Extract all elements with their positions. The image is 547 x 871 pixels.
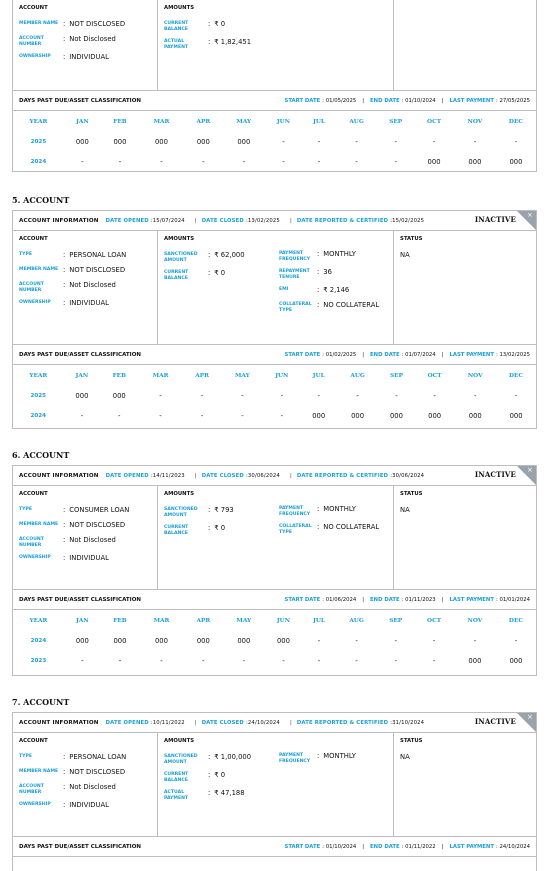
dpd-cell: -	[241, 412, 244, 420]
month-header-aug: AUG	[349, 617, 364, 624]
month-header-apr: APR	[196, 118, 211, 125]
date-reported: 30/06/2024	[392, 472, 425, 479]
status-badge: INACTIVE	[474, 470, 516, 479]
dpd-cell: -	[200, 392, 204, 400]
dpd-cell: 000	[468, 158, 482, 166]
dpd-cell: -	[81, 657, 84, 665]
current-balance-value: ₹ 0	[214, 524, 226, 532]
month-header-may: MAY	[236, 617, 252, 624]
account-6-card	[12, 465, 537, 676]
month-header-sep: SEP	[389, 118, 403, 125]
month-header-jan: JAN	[76, 118, 89, 125]
close-icon[interactable]: ×	[526, 713, 533, 721]
dpd-cell: 000	[351, 412, 365, 420]
amounts-column: AMOUNTS SANCTIONED AMOUNT : ₹ 793 CURRENT BALANCE : ₹ 0 PAYMENT FREQUENCY : MONTHLY COLLATERAL TYPE : NO COLLATERAL	[158, 486, 394, 589]
table-row	[13, 386, 536, 406]
month-header-sep: SEP	[389, 617, 403, 624]
account-column: ACCOUNT MEMBER NAME : NOT DISCLOSED ACCOUNT NUMBER : Not Disclosed OWNERSHIP : INDIVIDUAL	[13, 0, 158, 90]
dpd-cell: -	[282, 657, 285, 665]
dpd-cell: -	[473, 138, 477, 146]
dpd-cell: -	[280, 392, 284, 400]
month-header-dec: DEC	[508, 118, 523, 125]
repayment-tenure-value: 36	[323, 268, 332, 276]
dpd-cell: 000	[196, 138, 210, 146]
dpd-header: DAYS PAST DUE/ASSET CLASSIFICATION START DATE : 01/06/2024 | END DATE : 01/11/2023 | LAST PAYMENT : 01/01/2024	[13, 590, 536, 610]
year-column-header: YEAR	[29, 617, 48, 624]
month-header-oct: OCT	[427, 118, 442, 125]
dpd-cell: 000	[154, 138, 168, 146]
dpd-cell: -	[355, 138, 358, 146]
dpd-cell: -	[317, 138, 321, 146]
dpd-cell: -	[474, 392, 477, 400]
month-header-jul: JUL	[313, 118, 325, 125]
amounts-column: AMOUNTS SANCTIONED AMOUNT : ₹ 1,00,000 CURRENT BALANCE : ₹ 0 ACTUAL PAYMENT : ₹ 47,188 PAYMENT FREQUENCY : MONTHLY	[158, 733, 394, 836]
start-date: 01/05/2025	[325, 97, 357, 104]
dpd-cell: -	[432, 637, 436, 645]
dpd-cell: 000	[237, 637, 251, 645]
dpd-cell: 000	[312, 412, 326, 420]
dpd-table	[13, 365, 536, 426]
dpd-header: DAYS PAST DUE/ASSET CLASSIFICATION START DATE : 01/05/2025 | END DATE : 01/10/2024 | LAST PAYMENT : 27/05/2025	[13, 91, 536, 111]
account-info-header: ACCOUNT INFORMATION DATE OPENED : 10/11/2022 | DATE CLOSED : 24/10/2024 | DATE REPORTED & CERTIFIED : 31/10/2024 INACTIVE ×	[13, 713, 536, 733]
dpd-table	[13, 610, 536, 671]
dpd-cell: -	[355, 657, 358, 665]
payment-frequency-value: MONTHLY	[323, 250, 356, 258]
sanctioned-amount-value: ₹ 1,00,000	[214, 753, 252, 761]
dpd-cell: 000	[112, 392, 126, 400]
dpd-cell: 000	[75, 637, 89, 645]
month-header-mar: MAR	[153, 617, 170, 624]
status-badge: INACTIVE	[474, 717, 516, 726]
dpd-cell: 000	[427, 158, 441, 166]
last-payment: 27/05/2025	[499, 97, 530, 104]
month-header-aug: AUG	[350, 372, 365, 379]
month-header-may: MAY	[236, 118, 252, 125]
dpd-cell: -	[80, 412, 84, 420]
start-date: 01/06/2024	[325, 596, 357, 603]
dpd-cell: -	[394, 138, 397, 146]
dpd-cell: -	[160, 158, 163, 166]
payment-frequency-value: MONTHLY	[323, 505, 356, 513]
close-icon[interactable]: ×	[526, 466, 533, 474]
month-header-jun: JUN	[275, 372, 289, 379]
status-value: NA	[400, 251, 410, 259]
account-number-value: Not Disclosed	[69, 536, 116, 544]
status-column	[394, 0, 536, 90]
month-header-dec: DEC	[509, 372, 524, 379]
month-header-mar: MAR	[153, 118, 170, 125]
dpd-cell: -	[355, 158, 358, 166]
end-date: 01/11/2023	[405, 596, 436, 603]
collateral-type-value: NO COLLATERAL	[323, 523, 380, 531]
sanctioned-amount-value: ₹ 793	[214, 506, 234, 514]
date-opened: 14/11/2023	[152, 472, 185, 479]
month-header-jul: JUL	[313, 617, 325, 624]
ownership-label: OWNERSHIP	[19, 54, 51, 59]
close-corner[interactable]	[517, 713, 536, 732]
dpd-cell: -	[118, 657, 122, 665]
start-date: 01/10/2024	[325, 843, 357, 850]
dpd-cell: 000	[389, 412, 403, 420]
status-value: NA	[400, 506, 410, 514]
dpd-cell: -	[81, 158, 84, 166]
current-balance-value: ₹ 0	[214, 269, 226, 277]
dpd-header-row	[13, 111, 536, 132]
dpd-cell: -	[394, 637, 397, 645]
account-5-heading: 5. ACCOUNT	[12, 195, 70, 205]
member-name-value: NOT DISCLOSED	[69, 20, 126, 28]
month-header-mar: MAR	[152, 372, 169, 379]
account-4-card	[12, 0, 537, 172]
last-payment: 24/10/2024	[499, 843, 530, 850]
dpd-cell: -	[394, 657, 397, 665]
end-date: 01/10/2024	[405, 97, 436, 104]
dpd-cell: -	[118, 412, 121, 420]
current-balance-label: CURRENT BALANCE	[164, 21, 189, 32]
dpd-header: DAYS PAST DUE/ASSET CLASSIFICATION START DATE : 01/10/2024 | END DATE : 01/11/2022 | LAST PAYMENT : 24/10/2024	[13, 837, 536, 857]
month-header-nov: NOV	[467, 617, 483, 624]
year-cell: 2025	[30, 393, 47, 399]
table-row	[13, 631, 536, 651]
dpd-cell: -	[118, 158, 122, 166]
account-7-card	[12, 712, 537, 871]
date-opened: 10/11/2022	[152, 719, 185, 726]
ownership-value: INDIVIDUAL	[69, 299, 109, 307]
dpd-cell: -	[317, 657, 321, 665]
dpd-header: DAYS PAST DUE/ASSET CLASSIFICATION START DATE : 01/02/2025 | END DATE : 01/07/2024 | LAST PAYMENT : 13/02/2025	[13, 345, 536, 365]
dpd-cell: -	[356, 392, 359, 400]
account-5-card	[12, 210, 537, 429]
year-column-header: YEAR	[29, 118, 48, 125]
dpd-title: DAYS PAST DUE/ASSET CLASSIFICATION	[19, 97, 141, 104]
date-closed: 24/10/2024	[247, 719, 280, 726]
dpd-cell: 000	[113, 138, 127, 146]
dpd-cell: -	[241, 392, 244, 400]
dpd-cell: -	[282, 138, 285, 146]
dpd-cell: 000	[113, 637, 127, 645]
member-name-value: NOT DISCLOSED	[69, 266, 126, 274]
amounts-title: AMOUNTS	[164, 5, 195, 11]
dpd-cell: -	[432, 138, 436, 146]
year-cell: 2024	[30, 159, 47, 165]
dpd-cell: -	[317, 637, 321, 645]
year-cell: 2024	[30, 638, 47, 644]
dpd-cell: 000	[75, 392, 89, 400]
dpd-cell: 000	[509, 158, 523, 166]
dpd-cell: 000	[509, 412, 523, 420]
ownership-value: INDIVIDUAL	[69, 554, 109, 562]
dpd-cell: -	[395, 392, 398, 400]
account-info-header: ACCOUNT INFORMATION DATE OPENED : 15/07/2024 | DATE CLOSED : 13/02/2025 | DATE REPORTED & CERTIFIED : 15/02/2025 INACTIVE ×	[13, 211, 536, 231]
month-header-oct: OCT	[427, 372, 442, 379]
type-value: CONSUMER LOAN	[69, 506, 130, 514]
dpd-cell: -	[159, 412, 162, 420]
type-value: PERSONAL LOAN	[69, 251, 127, 259]
actual-payment-value: ₹ 47,188	[214, 789, 245, 797]
close-icon[interactable]: ×	[526, 211, 533, 219]
ownership-value: INDIVIDUAL	[69, 53, 109, 61]
month-header-aug: AUG	[349, 118, 364, 125]
dpd-header-row	[13, 610, 536, 631]
dpd-cell: -	[242, 657, 246, 665]
end-date: 01/11/2022	[405, 843, 436, 850]
collateral-type-value: NO COLLATERAL	[323, 301, 380, 309]
dpd-cell: -	[394, 158, 397, 166]
sanctioned-amount-value: ₹ 62,000	[214, 251, 245, 259]
actual-payment-label: ACTUAL PAYMENT	[164, 39, 189, 50]
year-cell: 2023	[30, 658, 47, 664]
dpd-cell: -	[280, 412, 284, 420]
year-cell: 2024	[30, 413, 47, 419]
account-number-label: ACCOUNT NUMBER	[19, 36, 44, 47]
dpd-cell: -	[473, 637, 477, 645]
month-header-sep: SEP	[390, 372, 403, 379]
month-header-jun: JUN	[276, 118, 291, 125]
dpd-cell: 000	[509, 657, 523, 665]
year-column-header: YEAR	[29, 372, 48, 379]
member-name-value: NOT DISCLOSED	[69, 521, 126, 529]
month-header-jan: JAN	[75, 372, 89, 379]
date-opened: 15/07/2024	[152, 217, 185, 224]
dpd-cell: -	[160, 657, 163, 665]
dpd-cell: 000	[276, 637, 290, 645]
month-header-jun: JUN	[276, 617, 291, 624]
account-6-heading: 6. ACCOUNT	[12, 450, 70, 460]
status-column: STATUS NA	[400, 491, 423, 514]
dpd-cell: -	[355, 637, 358, 645]
emi-value: ₹ 2,146	[323, 286, 350, 294]
payment-frequency-value: MONTHLY	[323, 752, 356, 760]
dpd-cell: 000	[75, 138, 89, 146]
month-header-feb: FEB	[113, 118, 127, 125]
month-header-jul: JUL	[312, 372, 325, 379]
dpd-cell: -	[433, 392, 436, 400]
last-payment: 01/01/2024	[499, 596, 530, 603]
end-date: 01/07/2024	[405, 351, 436, 358]
table-row	[13, 406, 536, 426]
ownership-value: INDIVIDUAL	[69, 801, 109, 809]
dpd-cell: 000	[154, 637, 168, 645]
dpd-cell: -	[202, 158, 205, 166]
dpd-cell: -	[200, 412, 204, 420]
account-column: ACCOUNT TYPE : PERSONAL LOAN MEMBER NAME : NOT DISCLOSED ACCOUNT NUMBER : Not Disclosed OWNERSHIP : INDIVIDUAL	[13, 231, 158, 344]
dpd-table	[13, 111, 536, 172]
dpd-cell: -	[514, 392, 518, 400]
amounts-column: AMOUNTS CURRENT BALANCE : ₹ 0 ACTUAL PAYMENT : ₹ 1,82,451	[158, 0, 394, 90]
account-number-value: Not Disclosed	[69, 281, 116, 289]
dpd-cell: 000	[237, 138, 251, 146]
dpd-header-row	[13, 365, 536, 386]
date-reported: 31/10/2024	[392, 719, 425, 726]
dpd-cell: -	[159, 392, 162, 400]
dpd-cell: -	[242, 158, 246, 166]
dpd-cell: -	[317, 158, 321, 166]
year-cell: 2025	[30, 139, 47, 145]
date-closed: 30/06/2024	[247, 472, 280, 479]
dpd-cell: -	[202, 657, 205, 665]
account-7-heading: 7. ACCOUNT	[12, 697, 70, 707]
dpd-cell: 000	[468, 657, 482, 665]
close-corner[interactable]	[517, 211, 536, 230]
month-header-apr: APR	[195, 372, 209, 379]
status-value: NA	[400, 753, 410, 761]
dpd-cell: 000	[196, 637, 210, 645]
current-balance-value: ₹ 0	[214, 20, 226, 28]
account-column: ACCOUNT TYPE : CONSUMER LOAN MEMBER NAME : NOT DISCLOSED ACCOUNT NUMBER : Not Disclosed OWNERSHIP : INDIVIDUAL	[13, 486, 158, 589]
month-header-oct: OCT	[427, 617, 442, 624]
account-number-value: Not Disclosed	[69, 35, 116, 43]
month-header-feb: FEB	[113, 617, 127, 624]
month-header-may: MAY	[235, 372, 250, 379]
table-row	[13, 152, 536, 172]
dpd-cell: -	[317, 392, 320, 400]
month-header-nov: NOV	[467, 118, 483, 125]
date-reported: 15/02/2025	[392, 217, 425, 224]
member-name-value: NOT DISCLOSED	[69, 768, 126, 776]
close-corner[interactable]	[517, 466, 536, 485]
month-header-jan: JAN	[76, 617, 89, 624]
month-header-nov: NOV	[467, 372, 483, 379]
date-closed: 13/02/2025	[247, 217, 280, 224]
last-payment: 13/02/2025	[499, 351, 530, 358]
start-date: 01/02/2025	[325, 351, 357, 358]
member-name-label: MEMBER NAME	[19, 21, 59, 26]
account-info-header: ACCOUNT INFORMATION DATE OPENED : 14/11/2023 | DATE CLOSED : 30/06/2024 | DATE REPORTED & CERTIFIED : 30/06/2024 INACTIVE ×	[13, 466, 536, 486]
dpd-cell: 000	[428, 412, 442, 420]
actual-payment-value: ₹ 1,82,451	[214, 38, 252, 46]
account-number-value: Not Disclosed	[69, 783, 116, 791]
account-column: ACCOUNT TYPE : PERSONAL LOAN MEMBER NAME : NOT DISCLOSED ACCOUNT NUMBER : Not Disclosed OWNERSHIP : INDIVIDUAL	[13, 733, 158, 836]
account-title: ACCOUNT	[19, 5, 48, 11]
dpd-cell: -	[514, 637, 518, 645]
amounts-column: AMOUNTS SANCTIONED AMOUNT : ₹ 62,000 CURRENT BALANCE : ₹ 0 PAYMENT FREQUENCY : MONTHLY REPAYMENT TENURE : 36 EMI : ₹ 2,146 COLLATERAL TYPE : NO COLLATERAL	[158, 231, 394, 344]
dpd-cell: 000	[468, 412, 482, 420]
dpd-cell: -	[514, 138, 518, 146]
table-row	[13, 651, 536, 671]
dpd-cell: -	[432, 657, 436, 665]
table-row	[13, 132, 536, 152]
current-balance-value: ₹ 0	[214, 771, 226, 779]
status-column: STATUS NA	[400, 738, 423, 761]
month-header-feb: FEB	[112, 372, 126, 379]
month-header-dec: DEC	[508, 617, 523, 624]
month-header-apr: APR	[196, 617, 211, 624]
dpd-cell: -	[282, 158, 285, 166]
status-column: STATUS NA	[400, 236, 423, 259]
status-badge: INACTIVE	[474, 215, 516, 224]
type-value: PERSONAL LOAN	[69, 753, 127, 761]
